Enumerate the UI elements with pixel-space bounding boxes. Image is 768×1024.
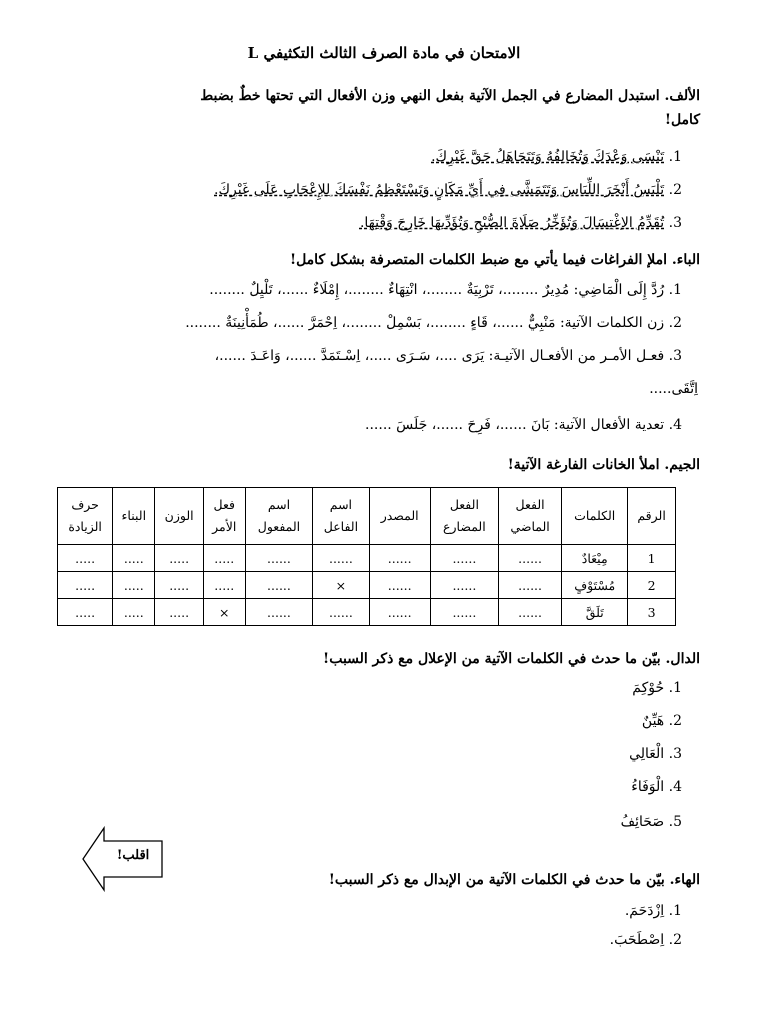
item-number: 1. [668, 903, 682, 919]
table-cell: 2 [628, 572, 676, 599]
table-row [58, 545, 676, 572]
section-b-heading: الباء. املإ الفراغات فيما يأتي مع ضبط الكلمات المتصرفة بشكل كامل! [289, 252, 700, 268]
header-text: الماضي [510, 519, 550, 534]
item-number: 3. [668, 348, 682, 364]
header-text: اسم [329, 497, 353, 512]
table-cell: ...... [369, 545, 430, 572]
item-number: 4. [668, 779, 682, 795]
item-number: 5. [668, 814, 682, 830]
table-cell: ...... [245, 572, 313, 599]
table-cell: ..... [155, 599, 204, 626]
section-b-item-3-continued [88, 377, 698, 401]
header-past-verb [498, 488, 561, 545]
section-e-heading: الهاء. بيّن ما حدث في الكلمات الآتية من الإبدال مع ذكر السبب! [328, 872, 700, 888]
table-cell: تَلَقَّ [562, 599, 628, 626]
header-active-participle [313, 488, 369, 545]
table-cell: ...... [430, 599, 498, 626]
section-e-item-1 [72, 899, 682, 923]
header-added-letter [58, 488, 113, 545]
exam-title: الامتحان في مادة الصرف الثالث التكثيفي L [247, 44, 521, 62]
header-text: البناء [121, 508, 147, 523]
table-cell: ...... [498, 545, 561, 572]
section-c-heading: الجيم. املأ الخانات الفارغة الآتية! [507, 457, 700, 473]
table-cell: ..... [58, 599, 113, 626]
section-b-item-1 [72, 278, 682, 302]
item-text: تَنْسَى وَعْدَكَ وَتُخَالِفُهُ وَتَتَجَاهَلُ حَقَّ غَيْرِكَ. [431, 149, 665, 165]
item-text: تَلْبَسُ أَنْخَرَ اللِّبَاسَ وَتَتَمَشَّى فِي أَيِّ مَكَانٍ وَتَسْتَعْظِمُ نَفْسَكَ لِلإِعْجَابِ عَلَى غَيْرِكَ. [214, 182, 665, 198]
table-cell: ..... [58, 572, 113, 599]
item-number: 2. [668, 315, 682, 331]
section-a-item-3 [72, 211, 682, 235]
conjugation-table [57, 487, 676, 626]
section-d-item-4 [72, 775, 682, 799]
table-cell: ..... [203, 545, 245, 572]
table-cell: 3 [628, 599, 676, 626]
header-text: الكلمات [574, 508, 616, 523]
table-cell: ..... [113, 545, 155, 572]
table-cell: مِيْعَادٌ [562, 545, 628, 572]
table-cell: ..... [58, 545, 113, 572]
header-text: الفعل [515, 497, 545, 512]
header-text: الرقم [637, 508, 666, 523]
table-cell: × [313, 572, 369, 599]
table-cell: ...... [369, 599, 430, 626]
item-number: 1. [668, 282, 682, 298]
section-b-item-4 [72, 413, 682, 437]
item-text: حُوْكِمَ [632, 680, 665, 696]
item-text: تعدية الأفعال الآتية: بَانَ ......، فَرِحَ ......، جَلَسَ ...... [365, 417, 665, 433]
item-text: اِصْطَحَبَ. [609, 932, 665, 948]
table-cell: مُسْتَوْفٍ [562, 572, 628, 599]
section-a-item-2 [72, 178, 682, 202]
section-d-item-2 [72, 709, 682, 733]
item-number: 3. [668, 215, 682, 231]
item-text: زن الكلمات الآتية: مَنْبِيٌّ ......، قَاءٍ ........، بَسْمِلْ ........، اِحْمَرَّ ......، طُمَأْنِينَةٌ ........ [185, 315, 665, 331]
turn-over-label: اقلب! [116, 848, 150, 863]
table-cell: ..... [113, 599, 155, 626]
header-masdar [369, 488, 430, 545]
item-text: رُدَّ إِلَى الْمَاضِي: مُدِيرٌ ........، تَرْبِيَةٌ ........، انْتِهَاءٌ ........، إِمْلَاءٌ ......، تَلْيِلٌ ........ [209, 282, 665, 298]
header-text: فعل [213, 497, 235, 512]
item-text: الْعَالِي [629, 746, 665, 762]
header-text: الزيادة [68, 519, 102, 534]
header-structure [113, 488, 155, 545]
section-b-item-2 [72, 311, 682, 335]
header-text: المضارع [443, 519, 486, 534]
table-cell: 1 [628, 545, 676, 572]
table-cell: ...... [498, 599, 561, 626]
table-header-row [58, 488, 676, 545]
section-d-heading: الدال. بيّن ما حدث في الكلمات الآتية من الإعلال مع ذكر السبب! [323, 651, 700, 667]
header-present-verb [430, 488, 498, 545]
table-cell: ..... [113, 572, 155, 599]
item-number: 2. [668, 713, 682, 729]
table-cell: ..... [203, 572, 245, 599]
header-text: الأمر [212, 519, 237, 534]
header-text: الوزن [164, 508, 194, 523]
table-cell: ...... [369, 572, 430, 599]
table-cell: ...... [313, 545, 369, 572]
item-number: 1. [668, 680, 682, 696]
section-e-item-2 [72, 928, 682, 952]
table-cell: ...... [430, 545, 498, 572]
item-number: 2. [668, 932, 682, 948]
item-text: تُقَدِّمُ الاِغْتِسَالَ وَتُؤَخِّرُ صَلَاةَ الصُّبْحِ وَتُؤَدِّيهَا خَارِجَ وَقْتِهَا. [359, 215, 665, 231]
item-text: صَحَائِفُ [620, 814, 665, 830]
item-number: 1. [668, 149, 682, 165]
table-cell: × [203, 599, 245, 626]
item-text: فعـل الأمـر من الأفعـال الآتيـة: يَرَى ....، سَـرَى .....، اِسْـتَمَدَّ ......، وَاعَـدَ ......، [214, 348, 665, 364]
header-words [562, 488, 628, 545]
item-text: اِتَّقَى..... [649, 381, 698, 397]
item-number: 2. [668, 182, 682, 198]
header-text: المصدر [380, 508, 419, 523]
header-text: الفاعل [323, 519, 359, 534]
table-cell: ...... [498, 572, 561, 599]
table-cell: ...... [430, 572, 498, 599]
header-number [628, 488, 676, 545]
item-text: الْوَفَاءُ [631, 779, 665, 795]
table-cell: ...... [313, 599, 369, 626]
section-d-item-1 [72, 676, 682, 700]
section-a-heading-line2: كامل! [664, 112, 700, 128]
item-text: هَيِّنٌ [641, 713, 665, 729]
section-a-heading-line1: الألف. استبدل المضارع في الجمل الآتية بفعل النهي وزن الأفعال التي تحتها خطٌ بضبط [200, 88, 700, 104]
table-cell: ...... [245, 545, 313, 572]
header-passive-participle [245, 488, 313, 545]
section-d-item-3 [72, 742, 682, 766]
section-a-heading [60, 84, 700, 132]
table-row [58, 572, 676, 599]
item-number: 4. [668, 417, 682, 433]
header-text: حرف [71, 497, 99, 512]
table-cell: ...... [245, 599, 313, 626]
item-text: اِزْدَحَمَ. [624, 903, 665, 919]
header-text: الفعل [449, 497, 479, 512]
header-imperative [203, 488, 245, 545]
table-cell: ..... [155, 545, 204, 572]
section-b-item-3 [72, 344, 682, 368]
table-row [58, 599, 676, 626]
table-cell: ..... [155, 572, 204, 599]
header-text: المفعول [257, 519, 301, 534]
section-a-item-1 [72, 145, 682, 169]
header-text: اسم [267, 497, 291, 512]
header-pattern [155, 488, 204, 545]
item-number: 3. [668, 746, 682, 762]
